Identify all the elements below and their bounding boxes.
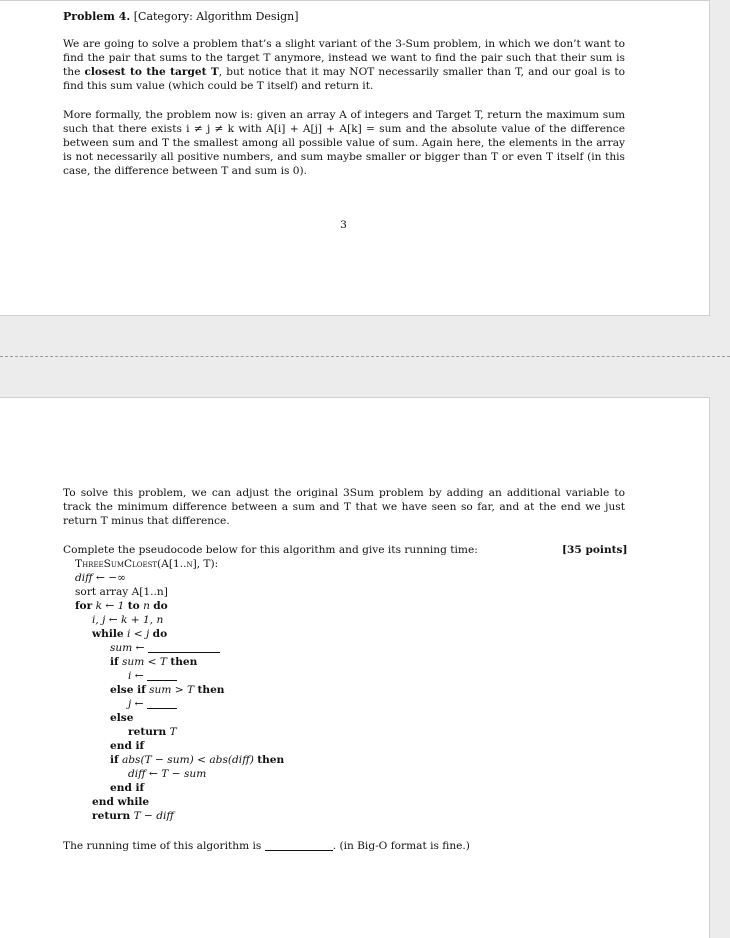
instruction: Complete the pseudocode below for this algorithm and give its running time:	[63, 544, 478, 556]
else-if-cond: sum > T	[145, 684, 198, 696]
code-line-else: else	[110, 712, 134, 724]
kw-to: to	[127, 600, 140, 612]
kw-then: then	[197, 684, 225, 696]
i-blank	[147, 680, 177, 681]
code-line-for	[75, 599, 168, 613]
for-range-end: n	[139, 600, 154, 612]
code-line-end-while: end while	[92, 796, 150, 808]
page-break-divider	[0, 356, 730, 357]
page-number: 3	[340, 219, 347, 231]
running-time-question	[63, 839, 470, 853]
running-text-a: The running time of this algorithm is	[63, 840, 262, 852]
sum-blank	[148, 652, 220, 653]
code-line-else-if	[110, 683, 225, 697]
running-text-b: . (in Big-O format is fine.)	[332, 840, 470, 852]
abs-cond: abs(T − sum) < abs(diff)	[118, 754, 258, 766]
page-1	[0, 0, 710, 316]
i-assign: i ←	[128, 670, 144, 682]
code-line-ij-init: i, j ← k + 1, n	[92, 614, 164, 626]
code-line-i-update	[128, 669, 177, 683]
p1-text-a: We are going to solve a problem that’s a slight variant of the 3-Sum problem, in which we don’t want to find the pair that sums to the target T anymore, instead we want to find the pair such that their sum is the	[63, 38, 625, 78]
code-line-sum	[110, 641, 220, 655]
code-line-end-if: end if	[110, 740, 145, 752]
j-assign: j ←	[128, 698, 144, 710]
kw-if: if	[110, 656, 119, 668]
problem-heading	[63, 10, 299, 23]
code-line-if-less	[110, 655, 197, 669]
problem-paragraph-1	[63, 37, 625, 93]
p1-text-b: , but notice that it may NOT necessarily smaller than T, and our goal is to find this sum value (which could be T itself) and return it.	[63, 66, 626, 92]
problem-paragraph-2: More formally, the problem now is: given an array A of integers and Target T, return the maximum sum such that there exists i ≠ j ≠ k with A[i] + A[j] + A[k] = sum and the absolute value of the difference between sum and T the smallest among all possible value of sum. Again here, the elements in the array is not necessarily all positive numbers, and sum maybe smaller or bigger than T or even T itself (in this case, the difference between T and sum is 0).	[63, 109, 625, 177]
if-cond: sum < T	[118, 656, 171, 668]
kw-for: for	[75, 600, 93, 612]
j-blank	[147, 708, 177, 709]
while-cond: i < j	[123, 628, 153, 640]
problem-category: [Category: Algorithm Design]	[133, 10, 299, 23]
code-line-return-t	[128, 725, 177, 739]
kw-then: then	[257, 754, 285, 766]
problem-label: Problem 4.	[63, 10, 131, 23]
code-line-end-if-2: end if	[110, 782, 145, 794]
kw-return: return	[92, 810, 131, 822]
kw-do: do	[153, 600, 168, 612]
for-range-start: k ← 1	[92, 600, 128, 612]
page-2	[0, 397, 710, 938]
kw-do: do	[152, 628, 168, 640]
kw-return: return	[128, 726, 167, 738]
return-value: T	[166, 726, 177, 738]
code-line-return-final	[92, 809, 174, 823]
code-line-diff-init: diff ← −∞	[75, 572, 126, 584]
code-line-diff-update: diff ← T − sum	[128, 768, 207, 780]
kw-while: while	[92, 628, 124, 640]
function-signature: ThreeSumCloest(A[1..n], T):	[75, 558, 219, 570]
kw-else-if: else if	[110, 684, 146, 696]
kw-then: then	[170, 656, 198, 668]
sum-assign: sum ←	[110, 642, 145, 654]
code-line-j-update	[128, 697, 177, 711]
solution-intro: To solve this problem, we can adjust the original 3Sum problem by adding an additional variable to track the minimum difference between a sum and T that we have seen so far, and at the end we just return T minus that difference.	[63, 487, 625, 527]
running-time-blank	[265, 850, 333, 851]
return-expr: T − diff	[130, 810, 174, 822]
points: [35 points]	[562, 544, 628, 556]
kw-if: if	[110, 754, 119, 766]
code-line-if-abs	[110, 753, 284, 767]
code-line-sort: sort array A[1..n]	[75, 586, 168, 598]
p1-bold: closest to the target T	[84, 66, 219, 78]
code-line-while	[92, 627, 167, 641]
